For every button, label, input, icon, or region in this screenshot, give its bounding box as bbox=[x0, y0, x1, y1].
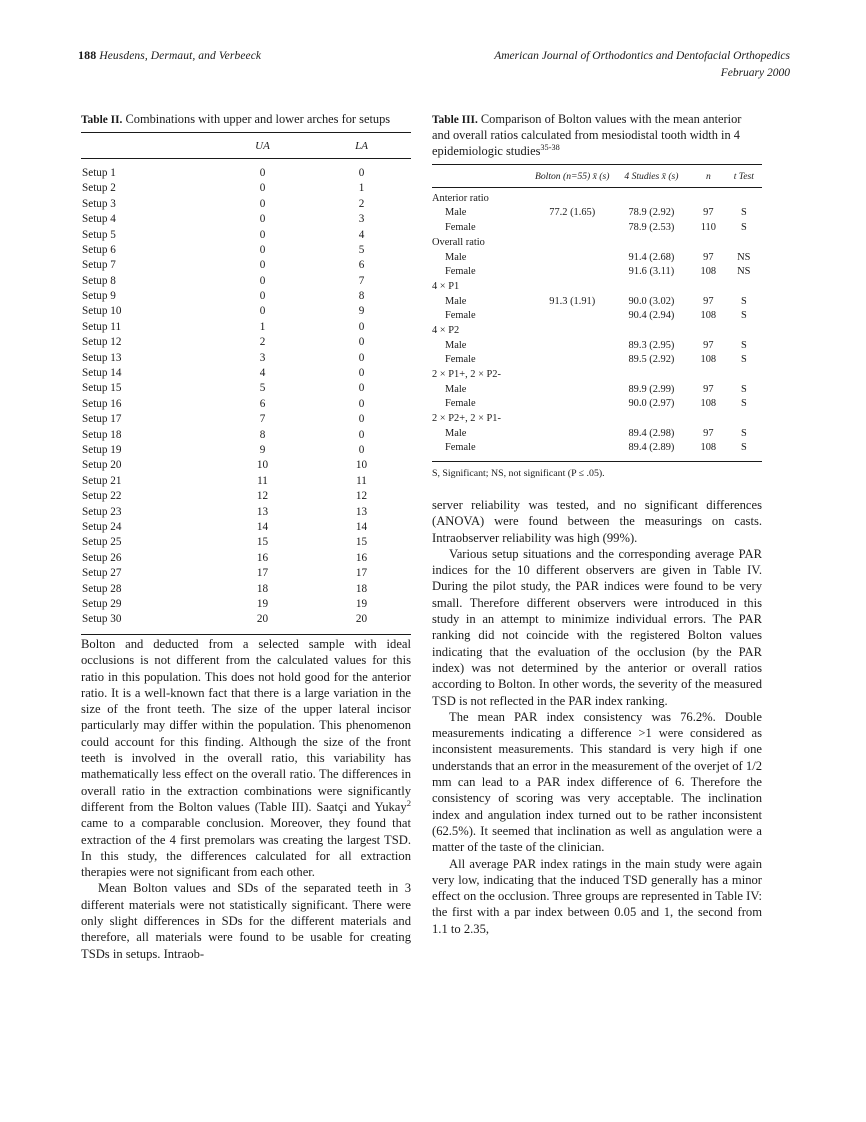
sex-label: Male bbox=[445, 295, 467, 307]
table-three-caption bbox=[432, 112, 762, 160]
table-row bbox=[81, 304, 411, 319]
la-value: 11 bbox=[356, 474, 367, 487]
n-value: 110 bbox=[700, 222, 716, 234]
table-two-body bbox=[81, 166, 411, 628]
four-studies-value: 89.4 (2.98) bbox=[628, 427, 675, 439]
table-row bbox=[81, 612, 411, 627]
la-value: 0 bbox=[358, 428, 365, 441]
table-row bbox=[81, 212, 411, 227]
t-test-value bbox=[726, 280, 762, 295]
la-value: 7 bbox=[358, 274, 365, 287]
table-group-row bbox=[432, 192, 762, 207]
ua-value: 4 bbox=[259, 367, 266, 380]
la-value: 0 bbox=[358, 444, 365, 456]
table-three-number: Table III. bbox=[432, 114, 478, 126]
table-three-col-n: n bbox=[705, 170, 711, 182]
table-row bbox=[81, 258, 411, 273]
la-value: 20 bbox=[355, 613, 368, 626]
ua-value: 0 bbox=[259, 259, 266, 272]
t-test-value: S bbox=[740, 295, 747, 307]
la-value: 17 bbox=[355, 567, 368, 580]
table-three-caption-refs: 35-38 bbox=[540, 142, 560, 152]
sex-label: Male bbox=[445, 339, 467, 351]
table-two-caption bbox=[81, 112, 411, 128]
table-three-caption-text: Comparison of Bolton values with the mean anterior and overall ratios calculated from mesiodistal tooth width in 4 epidemiologic studies bbox=[432, 112, 742, 158]
t-test-value: S bbox=[740, 398, 747, 410]
four-studies-value bbox=[612, 368, 691, 383]
bolton-value bbox=[533, 383, 612, 398]
table-three-header-row bbox=[432, 164, 762, 187]
table-row bbox=[432, 206, 762, 221]
table-two-header-spacer bbox=[81, 158, 411, 166]
left-column-table-region bbox=[81, 112, 411, 635]
left-paragraph-2: Mean Bolton values and SDs of the separated teeth in 3 different materials were not statistically significant. There were only slight differences in SDs for the different materials and therefore, all materials were found to be usable for creating TSDs in setups. Intraob- bbox=[81, 881, 411, 961]
n-value: 108 bbox=[700, 354, 717, 366]
ua-value: 5 bbox=[259, 382, 266, 395]
la-value: 0 bbox=[358, 367, 365, 380]
ua-value: 0 bbox=[259, 274, 266, 287]
setup-label: Setup 3 bbox=[82, 197, 116, 210]
setup-label: Setup 28 bbox=[82, 582, 122, 595]
running-head-right bbox=[494, 48, 790, 81]
la-value: 12 bbox=[355, 490, 368, 503]
four-studies-value bbox=[612, 324, 691, 339]
setup-label: Setup 19 bbox=[82, 444, 122, 456]
left-para1-part1: Bolton and deducted from a selected sample with ideal occlusions is not different from the calculated values for this ratio in this population. This does not hold good for the anterior ratio. It is a well-known fact that there is a large variation in the size of the front teeth. The size of the upper lateral incisor particularly may differ within the population. This phenomenon could account for this finding. Although the size of the front teeth is involved in the overall ratio, this variability has mathematically less effect on the overall ratio. The differences in overall ratio in the extraction combinations were significantly different from the Bolton values (Table III). Saatçi and Yukay bbox=[81, 637, 411, 814]
t-test-value: S bbox=[740, 222, 747, 234]
t-test-value bbox=[726, 368, 762, 383]
setup-label: Setup 14 bbox=[82, 367, 122, 380]
n-value: 97 bbox=[703, 295, 714, 307]
bolton-value bbox=[533, 368, 612, 383]
table-row bbox=[81, 489, 411, 504]
t-test-value: S bbox=[740, 442, 747, 454]
bolton-value bbox=[533, 441, 612, 456]
table-row bbox=[432, 250, 762, 265]
ua-value: 7 bbox=[259, 413, 266, 426]
group-label: 4 × P2 bbox=[432, 324, 460, 336]
table-row bbox=[81, 166, 411, 181]
table-row bbox=[432, 383, 762, 398]
bolton-value bbox=[533, 192, 612, 207]
setup-label: Setup 13 bbox=[82, 351, 122, 364]
n-value bbox=[691, 236, 726, 251]
bolton-value bbox=[533, 397, 612, 412]
la-value: 10 bbox=[355, 459, 368, 472]
la-value: 6 bbox=[358, 259, 365, 272]
t-test-value: S bbox=[740, 310, 747, 322]
right-paragraph-1: server reliability was tested, and no significant differences (ANOVA) were found between the measurings on casts. Intraobserver reliability was high (99%). bbox=[432, 498, 762, 545]
bolton-value bbox=[533, 221, 612, 236]
table-row bbox=[81, 227, 411, 242]
four-studies-value: 89.4 (2.89) bbox=[628, 442, 675, 454]
left-para1-citation: 2 bbox=[406, 797, 411, 808]
group-label: Anterior ratio bbox=[432, 192, 489, 204]
la-value: 0 bbox=[358, 166, 365, 179]
table-two-header-row bbox=[81, 132, 411, 158]
t-test-value: S bbox=[740, 427, 747, 439]
table-row bbox=[81, 566, 411, 581]
ua-value: 8 bbox=[259, 428, 266, 441]
table-group-row bbox=[432, 368, 762, 383]
table-row bbox=[432, 294, 762, 309]
t-test-value bbox=[726, 236, 762, 251]
table-two bbox=[81, 132, 411, 635]
issue-date: February 2000 bbox=[720, 66, 790, 79]
bolton-value: 91.3 (1.91) bbox=[549, 295, 596, 307]
la-value: 14 bbox=[355, 520, 368, 533]
sex-label: Male bbox=[445, 383, 467, 395]
ua-value: 0 bbox=[259, 182, 266, 195]
n-value: 108 bbox=[700, 398, 717, 410]
la-value: 1 bbox=[358, 182, 365, 195]
setup-label: Setup 10 bbox=[82, 305, 122, 318]
four-studies-value: 90.0 (3.02) bbox=[628, 295, 675, 307]
la-value: 0 bbox=[358, 351, 365, 364]
left-para1-part2: came to a comparable conclusion. Moreover, they found that extraction of the 4 first premolars was creating the largest TSD. In this study, the differences calculated for all extraction therapies were not significant from each other. bbox=[81, 816, 411, 880]
setup-label: Setup 29 bbox=[82, 597, 122, 610]
table-row bbox=[81, 335, 411, 350]
table-row bbox=[81, 366, 411, 381]
table-group-row bbox=[432, 324, 762, 339]
la-value: 2 bbox=[358, 197, 365, 210]
setup-label: Setup 2 bbox=[82, 182, 116, 195]
ua-value: 11 bbox=[257, 474, 268, 487]
setup-label: Setup 18 bbox=[82, 428, 122, 441]
n-value bbox=[691, 280, 726, 295]
table-row bbox=[81, 274, 411, 289]
table-three-col-blank bbox=[432, 164, 533, 187]
ua-value: 13 bbox=[256, 505, 269, 518]
n-value bbox=[691, 192, 726, 207]
table-row bbox=[81, 458, 411, 473]
ua-value: 6 bbox=[259, 397, 266, 410]
n-value: 97 bbox=[703, 339, 714, 351]
left-column-body-text bbox=[81, 636, 411, 962]
sex-label: Female bbox=[445, 442, 476, 454]
sex-label: Male bbox=[445, 427, 467, 439]
ua-value: 0 bbox=[259, 213, 266, 226]
four-studies-value bbox=[612, 192, 691, 207]
table-two-bottom-rule bbox=[81, 628, 411, 635]
table-two-head bbox=[81, 132, 411, 166]
setup-label: Setup 17 bbox=[82, 413, 122, 426]
t-test-value bbox=[726, 412, 762, 427]
n-value bbox=[691, 324, 726, 339]
bolton-value bbox=[533, 339, 612, 354]
n-value: 108 bbox=[700, 442, 717, 454]
la-value: 18 bbox=[355, 582, 368, 595]
table-row bbox=[432, 339, 762, 354]
setup-label: Setup 30 bbox=[82, 613, 122, 626]
n-value: 97 bbox=[703, 207, 714, 219]
bolton-value bbox=[533, 353, 612, 368]
setup-label: Setup 1 bbox=[82, 166, 116, 179]
four-studies-value: 78.9 (2.53) bbox=[628, 222, 675, 234]
bolton-value bbox=[533, 265, 612, 280]
setup-label: Setup 11 bbox=[82, 320, 122, 333]
running-head-authors: Heusdens, Dermaut, and Verbeeck bbox=[99, 50, 262, 62]
setup-label: Setup 12 bbox=[82, 336, 122, 349]
table-row bbox=[81, 597, 411, 612]
t-test-value bbox=[726, 192, 762, 207]
setup-label: Setup 23 bbox=[82, 505, 122, 518]
table-row bbox=[81, 520, 411, 535]
n-value: 97 bbox=[703, 251, 714, 263]
right-paragraph-2: Various setup situations and the corresponding average PAR indices for the 10 different observers are given in Table IV. During the pilot study, the PAR indices were found to be very small. Therefore different observers were introduced in this study in an attempt to minimize individual errors. The PAR ranking did not coincide with the registered Bolton values indicating that the evaluation of the occlusion (by the PAR index) was not determined by the anterior or overall ratios according to Bolton. In other words, the severity of the measured TSD is not reflected in the PAR index ranking. bbox=[432, 546, 762, 708]
la-value: 9 bbox=[358, 305, 365, 318]
la-value: 15 bbox=[355, 536, 368, 549]
ua-value: 19 bbox=[256, 597, 269, 610]
ua-value: 0 bbox=[259, 243, 266, 256]
setup-label: Setup 5 bbox=[82, 228, 116, 241]
four-studies-value bbox=[612, 236, 691, 251]
setup-label: Setup 16 bbox=[82, 397, 122, 410]
ua-value: 17 bbox=[256, 567, 269, 580]
running-head bbox=[78, 48, 790, 81]
t-test-value: S bbox=[740, 383, 747, 395]
table-two-col-ua: UA bbox=[255, 139, 270, 152]
table-row bbox=[432, 309, 762, 324]
bolton-value: 77.2 (1.65) bbox=[549, 207, 596, 219]
table-row bbox=[432, 265, 762, 280]
four-studies-value: 78.9 (2.92) bbox=[628, 207, 675, 219]
ua-value: 9 bbox=[259, 444, 266, 456]
setup-label: Setup 27 bbox=[82, 567, 122, 580]
n-value bbox=[691, 412, 726, 427]
table-row bbox=[432, 427, 762, 442]
bolton-value bbox=[533, 309, 612, 324]
la-value: 16 bbox=[355, 551, 368, 564]
setup-label: Setup 8 bbox=[82, 274, 116, 287]
table-row bbox=[81, 551, 411, 566]
sex-label: Male bbox=[445, 251, 467, 263]
ua-value: 20 bbox=[256, 613, 269, 626]
sex-label: Female bbox=[445, 222, 476, 234]
table-row bbox=[81, 412, 411, 427]
la-value: 5 bbox=[358, 243, 365, 256]
four-studies-value: 89.3 (2.95) bbox=[628, 339, 675, 351]
table-row bbox=[81, 428, 411, 443]
table-group-row bbox=[432, 236, 762, 251]
table-row bbox=[81, 443, 411, 458]
journal-title: American Journal of Orthodontics and Dentofacial Orthopedics bbox=[494, 50, 790, 62]
setup-label: Setup 7 bbox=[82, 259, 116, 272]
ua-value: 15 bbox=[256, 536, 269, 549]
sex-label: Female bbox=[445, 266, 476, 278]
table-row bbox=[432, 221, 762, 236]
table-row bbox=[432, 353, 762, 368]
la-value: 3 bbox=[358, 213, 365, 226]
group-label: 2 × P2+, 2 × P1- bbox=[432, 413, 501, 425]
setup-label: Setup 24 bbox=[82, 520, 122, 533]
table-three-col-bolton: Bolton (n=55) x̄ (s) bbox=[535, 170, 610, 182]
table-two-number: Table II. bbox=[81, 114, 123, 126]
ua-value: 3 bbox=[259, 351, 266, 364]
bolton-value bbox=[533, 250, 612, 265]
bolton-value bbox=[533, 427, 612, 442]
sex-label: Female bbox=[445, 310, 476, 322]
la-value: 8 bbox=[358, 290, 365, 303]
table-row bbox=[432, 397, 762, 412]
la-value: 13 bbox=[355, 505, 368, 518]
table-row bbox=[81, 381, 411, 396]
table-row bbox=[81, 581, 411, 596]
table-three-footnote: S, Significant; NS, not significant (P ≤ .05). bbox=[432, 468, 605, 479]
four-studies-value: 90.4 (2.94) bbox=[628, 310, 675, 322]
t-test-value: S bbox=[740, 339, 747, 351]
four-studies-value: 89.9 (2.99) bbox=[628, 383, 675, 395]
t-test-value: S bbox=[740, 354, 747, 366]
setup-label: Setup 15 bbox=[82, 382, 122, 395]
ua-value: 0 bbox=[259, 166, 266, 179]
t-test-value: NS bbox=[737, 266, 751, 278]
la-value: 4 bbox=[358, 228, 365, 241]
four-studies-value bbox=[612, 412, 691, 427]
sex-label: Female bbox=[445, 354, 476, 366]
t-test-value: S bbox=[740, 207, 747, 219]
ua-value: 1 bbox=[259, 320, 266, 333]
running-head-left bbox=[78, 48, 261, 63]
la-value: 0 bbox=[358, 413, 365, 426]
setup-label: Setup 26 bbox=[82, 551, 122, 564]
table-two-caption-text: Combinations with upper and lower arches for setups bbox=[125, 112, 391, 126]
setup-label: Setup 4 bbox=[82, 213, 116, 226]
bolton-value bbox=[533, 324, 612, 339]
ua-value: 0 bbox=[259, 305, 266, 318]
page-folio: 188 bbox=[78, 48, 97, 62]
table-two-col-la: LA bbox=[355, 139, 368, 152]
group-label: 4 × P1 bbox=[432, 280, 460, 292]
setup-label: Setup 25 bbox=[82, 536, 122, 549]
table-row bbox=[81, 243, 411, 258]
four-studies-value: 91.6 (3.11) bbox=[628, 266, 675, 278]
setup-label: Setup 6 bbox=[82, 243, 116, 256]
setup-label: Setup 9 bbox=[82, 290, 116, 303]
table-row bbox=[81, 197, 411, 212]
table-three-bottom-rule bbox=[432, 456, 762, 462]
la-value: 0 bbox=[358, 382, 365, 395]
ua-value: 0 bbox=[259, 228, 266, 241]
table-two-foot bbox=[81, 628, 411, 635]
group-label: 2 × P1+, 2 × P2- bbox=[432, 369, 501, 381]
table-three bbox=[432, 164, 762, 462]
table-row bbox=[432, 441, 762, 456]
table-row bbox=[81, 535, 411, 550]
table-three-head bbox=[432, 164, 762, 192]
table-row bbox=[81, 289, 411, 304]
ua-value: 16 bbox=[256, 551, 269, 564]
sex-label: Female bbox=[445, 398, 476, 410]
ua-value: 18 bbox=[256, 582, 269, 595]
n-value: 108 bbox=[700, 310, 717, 322]
four-studies-value: 89.5 (2.92) bbox=[628, 354, 675, 366]
ua-value: 14 bbox=[256, 520, 269, 533]
group-label: Overall ratio bbox=[432, 236, 485, 248]
ua-value: 0 bbox=[259, 197, 266, 210]
table-row bbox=[81, 397, 411, 412]
setup-label: Setup 21 bbox=[82, 474, 122, 487]
table-group-row bbox=[432, 412, 762, 427]
bolton-value bbox=[533, 280, 612, 295]
right-paragraph-4: All average PAR index ratings in the main study were again very low, indicating that the induced TSD generally has a minor effect on the occlusion. Three groups are represented in Table IV: the first with a par index between 0.05 and 1, the second from 1.1 to 2.35, bbox=[432, 856, 762, 936]
t-test-value bbox=[726, 324, 762, 339]
table-row bbox=[81, 320, 411, 335]
bolton-value bbox=[533, 236, 612, 251]
la-value: 0 bbox=[358, 397, 365, 410]
four-studies-value: 91.4 (2.68) bbox=[628, 251, 675, 263]
ua-value: 2 bbox=[259, 336, 266, 349]
four-studies-value bbox=[612, 280, 691, 295]
table-row bbox=[81, 351, 411, 366]
right-column-table-region bbox=[432, 112, 762, 480]
n-value: 108 bbox=[700, 266, 717, 278]
four-studies-value: 90.0 (2.97) bbox=[628, 398, 675, 410]
table-row bbox=[81, 181, 411, 196]
n-value: 97 bbox=[703, 427, 714, 439]
ua-value: 0 bbox=[259, 290, 266, 303]
la-value: 0 bbox=[358, 336, 365, 349]
right-paragraph-3: The mean PAR index consistency was 76.2%. Double measurements indicating a difference >1 were considered as inconsistent measurements. This standard is very high if one understands that an error in the measurement of the overjet of 1/2 mm can lead to a PAR index difference of 6. Therefore the consistency of scoring was very acceptable. The inclination index and angulation index turned out to be rather inconsistent (62.5%). It seemed that inclination as well as angulation were a matter of the taste of the clinician. bbox=[432, 709, 762, 855]
n-value bbox=[691, 368, 726, 383]
setup-label: Setup 20 bbox=[82, 459, 122, 472]
la-value: 0 bbox=[358, 320, 365, 333]
table-three-col-studies: 4 Studies x̄ (s) bbox=[624, 170, 679, 182]
sex-label: Male bbox=[445, 207, 467, 219]
table-row bbox=[81, 504, 411, 519]
right-column-body-text bbox=[432, 497, 762, 937]
bolton-value bbox=[533, 412, 612, 427]
table-row bbox=[81, 474, 411, 489]
ua-value: 12 bbox=[256, 490, 269, 503]
table-three-col-ttest: t Test bbox=[733, 170, 754, 182]
left-paragraph-1 bbox=[81, 636, 411, 880]
la-value: 19 bbox=[355, 597, 368, 610]
table-two-col-blank bbox=[81, 132, 213, 158]
ua-value: 10 bbox=[256, 459, 269, 472]
t-test-value: NS bbox=[737, 251, 751, 263]
table-three-body bbox=[432, 192, 762, 456]
setup-label: Setup 22 bbox=[82, 490, 122, 503]
table-three-foot bbox=[432, 456, 762, 462]
table-group-row bbox=[432, 280, 762, 295]
n-value: 97 bbox=[703, 383, 714, 395]
